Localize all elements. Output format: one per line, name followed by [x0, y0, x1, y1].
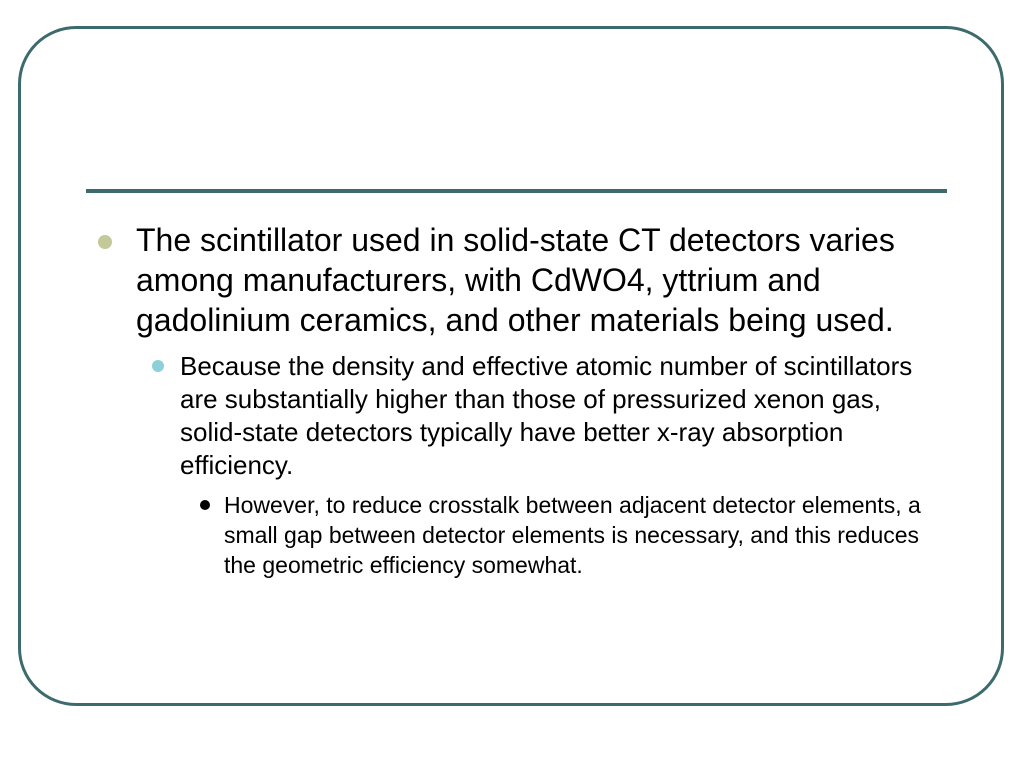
- bullet-item-level-3: [96, 490, 946, 580]
- bullet-text: Because the density and effective atomic number of scintillators are substantially higher than those of pressurized xenon gas, solid-state detectors typically have better x-ray absorption efficiency.: [180, 351, 913, 480]
- bullet-text: The scintillator used in solid-state CT detectors varies among manufacturers, with CdWO4, yttrium and gadolinium ceramics, and other materials being used.: [136, 222, 895, 338]
- bullet-text: However, to reduce crosstalk between adjacent detector elements, a small gap between detector elements is necessary, and this reduces the geometric efficiency somewhat.: [224, 492, 921, 578]
- title-divider: [86, 189, 947, 193]
- slide-content: [96, 220, 946, 580]
- bullet-dot-icon: [98, 235, 112, 249]
- bullet-dot-icon: [200, 500, 210, 510]
- bullet-item-level-2: [96, 350, 946, 482]
- bullet-item-level-1: [96, 220, 946, 340]
- bullet-dot-icon: [152, 360, 164, 372]
